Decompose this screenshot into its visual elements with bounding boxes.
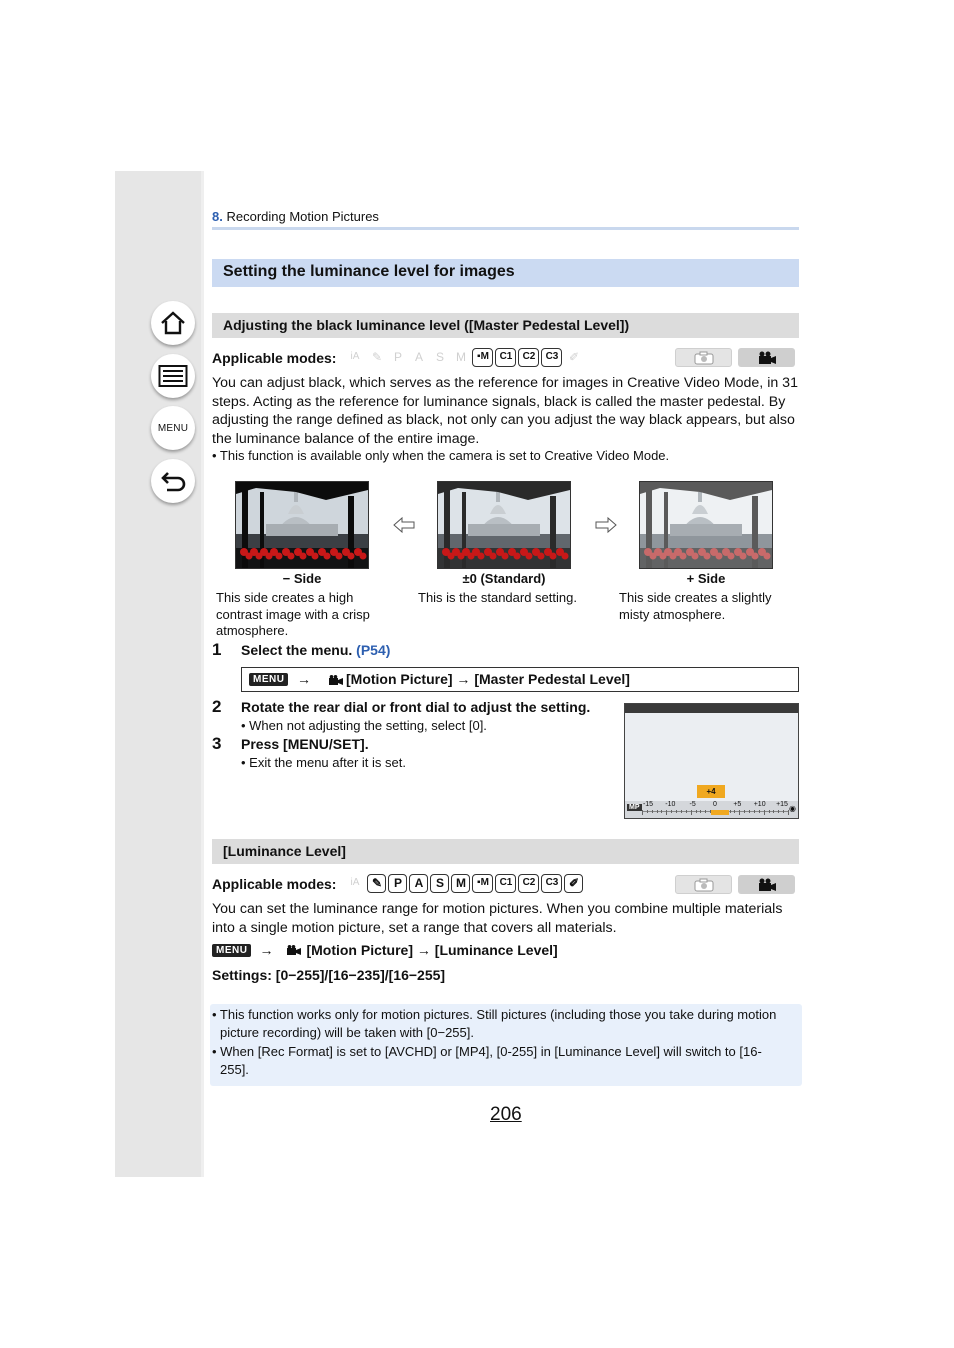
menu-path-box — [241, 667, 799, 692]
scale-label: +5 — [733, 801, 742, 808]
movie-camera-icon — [757, 878, 777, 892]
settings-line: Settings: [0−255]/[16−235]/[16−255] — [212, 967, 446, 983]
menu-path-text: [Motion Picture] → [Luminance Level] — [306, 942, 558, 958]
mode-icon: ▪M — [472, 348, 493, 367]
scale-tick — [783, 810, 784, 813]
arrow-left-icon — [393, 516, 415, 534]
mode-icon: A — [409, 874, 428, 893]
applicable-modes-label: Applicable modes: — [212, 349, 337, 366]
mode-icon: A — [414, 350, 423, 364]
note-item: • This function works only for motion pictures. Still pictures (including those you take during motion picture recording) will be taken with [0−255]. — [212, 1007, 777, 1040]
section-title: Setting the luminance level for images — [223, 263, 515, 280]
chapter-title: Recording Motion Pictures — [226, 209, 379, 224]
menu-arrow: → — [297, 671, 311, 687]
screen-top-bar — [625, 704, 798, 713]
applicable-modes-row — [212, 874, 585, 893]
scale-label: +15 — [776, 801, 788, 808]
subsection-heading — [212, 313, 799, 338]
mode-icon: iA — [350, 351, 360, 362]
mode-icon: C1 — [495, 348, 516, 367]
mode-icon: C1 — [495, 874, 516, 893]
camera-icon — [694, 351, 714, 365]
page-link[interactable]: (P54) — [356, 642, 391, 658]
mode-icon: C2 — [518, 874, 539, 893]
mode-icon: ✎ — [367, 874, 386, 893]
contents-button[interactable] — [151, 354, 195, 398]
mode-icon: C3 — [541, 348, 562, 367]
menu-arrow: → — [259, 942, 274, 958]
scale-tick — [734, 810, 735, 813]
menu-button[interactable] — [151, 406, 195, 450]
video-mode-indicator — [738, 875, 795, 894]
menu-badge: MENU — [249, 673, 288, 686]
step-3-text: Press [MENU/SET]. — [241, 736, 369, 752]
scale-tick — [661, 810, 662, 813]
scale-tick — [676, 810, 677, 813]
scale-tick — [666, 810, 667, 815]
scale-tick — [744, 810, 745, 813]
image-caption-standard: This is the standard setting. — [418, 590, 577, 605]
image-label-minus: − Side — [282, 571, 322, 586]
image-label-standard: ±0 (Standard) — [462, 571, 546, 586]
mode-icon: iA — [350, 877, 360, 888]
page-number: 206 — [490, 1104, 522, 1125]
subsection-title: Adjusting the black luminance level ([Master Pedestal Level]) — [223, 317, 630, 333]
step-number: 1 — [212, 640, 222, 659]
scale-tick — [764, 810, 765, 815]
notes-box — [210, 1004, 802, 1086]
step-text: Select the menu. — [241, 642, 353, 658]
applicable-modes-row — [212, 348, 585, 367]
scale-label: -10 — [665, 801, 676, 808]
current-value-badge: +4 — [697, 785, 725, 798]
scale-tick — [647, 810, 648, 813]
venice-scene-image — [236, 482, 368, 568]
section-heading — [212, 259, 799, 287]
mode-icon: C2 — [518, 348, 539, 367]
mode-tag: MP — [629, 804, 640, 811]
scale-tick — [700, 810, 701, 813]
scale-tick — [749, 810, 750, 813]
scale-tick — [773, 810, 774, 813]
venice-scene-image — [640, 482, 772, 568]
camera-screen — [624, 703, 799, 819]
photo-mode-indicator — [675, 875, 732, 894]
movie-camera-icon — [757, 351, 777, 365]
mode-icon: ✐ — [564, 874, 583, 893]
menu-label: MENU — [157, 422, 189, 434]
image-label-plus: + Side — [686, 571, 726, 586]
menu-path-text: [Motion Picture] → [Master Pedestal Level] — [346, 671, 630, 687]
dial-icon: ◉ — [789, 804, 796, 813]
note-item: • When [Rec Format] is set to [AVCHD] or [MP4], [0-255] in [Luminance Level] will switch to [16-255]. — [212, 1044, 762, 1077]
scale-tick — [686, 810, 687, 813]
mode-icons — [344, 874, 585, 893]
scale-tick — [769, 810, 770, 813]
breadcrumb-rule — [212, 227, 799, 230]
back-button[interactable] — [151, 459, 195, 503]
scale-tick — [778, 810, 779, 813]
step-number: 3 — [212, 734, 222, 753]
menu-badge: MENU — [212, 944, 251, 957]
mode-icon: S — [435, 350, 444, 364]
scale-tick — [671, 810, 672, 813]
mode-icon: M — [451, 874, 470, 893]
scale-label: -15 — [642, 801, 654, 808]
selected-range — [711, 810, 729, 815]
menu-path — [212, 942, 558, 958]
mode-icon: P — [393, 350, 402, 364]
subsection-heading — [212, 839, 799, 864]
motion-picture-icon — [329, 675, 343, 685]
arrow-right-icon — [595, 516, 617, 534]
camera-icon — [694, 878, 714, 892]
scale-tick — [696, 810, 697, 813]
motion-picture-icon — [287, 945, 301, 955]
image-caption-plus: This side creates a slightly misty atmosphere. — [619, 590, 772, 622]
mode-icon: ✐ — [568, 350, 579, 364]
video-mode-indicator — [738, 348, 795, 367]
mode-icon: M — [455, 350, 466, 364]
mode-icon: C3 — [541, 874, 562, 893]
applicable-modes-label: Applicable modes: — [212, 875, 337, 892]
scale-label: 0 — [713, 801, 717, 808]
list-icon — [158, 364, 188, 388]
return-icon — [159, 468, 187, 494]
description-paragraph: You can adjust black, which serves as the reference for images in Creative Video Mode, in 31 steps. Acting as the reference for luminance signals, black is called the master pedestal. By adjusting the range defined as black, not only can you adjust the way black appears, but also the luminance balance of the entire image. — [212, 375, 798, 447]
mode-icons — [344, 348, 585, 367]
scale-tick — [652, 810, 653, 813]
mode-icon: P — [388, 874, 407, 893]
scale-tick — [739, 810, 740, 815]
venice-scene-image — [438, 482, 570, 568]
mode-icon: ▪M — [472, 874, 493, 893]
image-caption-minus: This side creates a high contrast image with a crisp atmosphere. — [216, 590, 370, 638]
scale-tick — [657, 810, 658, 813]
step-1 — [241, 642, 390, 658]
scale-tick — [681, 810, 682, 813]
scale-tick — [642, 810, 643, 815]
description-paragraph: You can set the luminance range for motion pictures. When you combine multiple materials into a single motion picture, set a range that covers all materials. — [212, 901, 783, 936]
scale-tick — [730, 810, 731, 813]
scale-bar — [625, 801, 798, 818]
scale-tick — [705, 810, 706, 813]
subsection-title: [Luminance Level] — [223, 843, 346, 859]
step-2-note: • When not adjusting the setting, select [0]. — [241, 718, 487, 733]
photo-mode-indicator — [675, 348, 732, 367]
scale-tick — [759, 810, 760, 813]
scale-labels — [640, 801, 790, 809]
scale-label: -5 — [689, 801, 696, 808]
example-image-plus — [639, 481, 773, 569]
home-icon — [159, 309, 187, 337]
chapter-number: 8. — [212, 209, 223, 224]
mode-icon: ✎ — [371, 350, 382, 364]
example-image-minus — [235, 481, 369, 569]
scale-tick — [691, 810, 692, 815]
step-number: 2 — [212, 697, 222, 716]
step-2-text: Rotate the rear dial or front dial to adjust the setting. — [241, 699, 591, 715]
home-button[interactable] — [151, 301, 195, 345]
mode-icon: S — [430, 874, 449, 893]
sidebar-divider — [201, 171, 204, 1177]
availability-note: • This function is available only when the camera is set to Creative Video Mode. — [212, 448, 670, 463]
scale-label: +10 — [753, 801, 766, 808]
breadcrumb — [212, 209, 379, 224]
step-3-note: • Exit the menu after it is set. — [241, 755, 406, 770]
scale-tick — [754, 810, 755, 813]
example-image-standard — [437, 481, 571, 569]
